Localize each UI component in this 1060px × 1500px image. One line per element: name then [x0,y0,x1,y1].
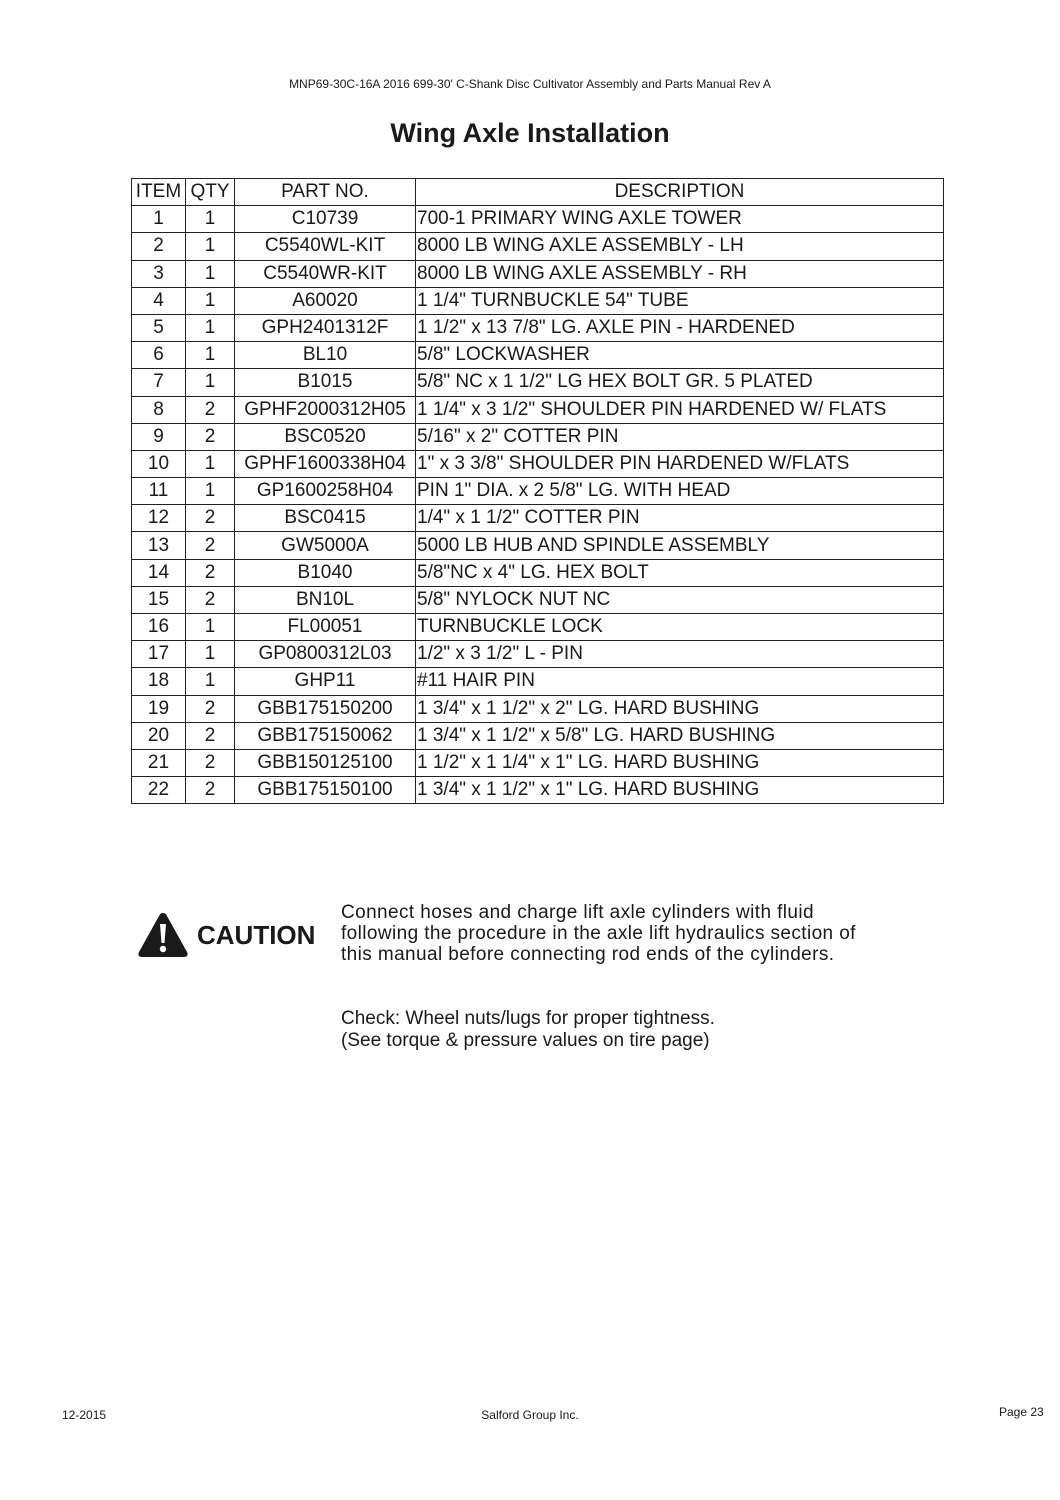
table-row [132,287,944,314]
table-row [132,532,944,559]
table-row [132,342,944,369]
footer-company: Salford Group Inc. [481,1408,579,1422]
qty-cell: 2 [186,505,235,532]
part-no-cell: C10739 [235,206,416,233]
item-cell: 3 [132,260,186,287]
part-no-cell: C5540WR-KIT [235,260,416,287]
item-cell: 21 [132,749,186,776]
item-cell: 15 [132,586,186,613]
check-line: (See torque & pressure values on tire page) [341,1030,710,1051]
qty-cell: 1 [186,260,235,287]
item-cell: 12 [132,505,186,532]
item-cell: 7 [132,369,186,396]
qty-cell: 2 [186,559,235,586]
item-cell: 18 [132,668,186,695]
table-row [132,505,944,532]
table-row [132,450,944,477]
qty-cell: 1 [186,233,235,260]
part-no-cell: A60020 [235,287,416,314]
description-cell: PIN 1" DIA. x 2 5/8" LG. WITH HEAD [416,478,944,505]
column-header-qty: QTY [186,179,235,206]
table-row [132,668,944,695]
description-cell: 5/8" NYLOCK NUT NC [416,586,944,613]
table-row [132,722,944,749]
description-cell: 1 3/4" x 1 1/2" x 5/8" LG. HARD BUSHING [416,722,944,749]
table-row [132,396,944,423]
page-title: Wing Axle Installation [390,118,670,148]
table-row [132,641,944,668]
document-header: MNP69-30C-16A 2016 699-30' C-Shank Disc Cultivator Assembly and Parts Manual Rev A [289,77,771,91]
qty-cell: 1 [186,478,235,505]
qty-cell: 1 [186,369,235,396]
qty-cell: 2 [186,396,235,423]
description-cell: 1/2" x 3 1/2" L - PIN [416,641,944,668]
caution-message [341,902,951,965]
caution-block [137,902,947,976]
part-no-cell: FL00051 [235,614,416,641]
item-cell: 8 [132,396,186,423]
table-row [132,478,944,505]
item-cell: 6 [132,342,186,369]
qty-cell: 1 [186,287,235,314]
description-cell: 5/8" LOCKWASHER [416,342,944,369]
qty-cell: 2 [186,749,235,776]
part-no-cell: GBB175150200 [235,695,416,722]
caution-line: following the procedure in the axle lift hydraulics section of [341,923,856,944]
qty-cell: 2 [186,423,235,450]
column-header-item: ITEM [132,179,186,206]
item-cell: 5 [132,314,186,341]
check-note [341,1008,715,1052]
item-cell: 16 [132,614,186,641]
description-cell: 8000 LB WING AXLE ASSEMBLY - LH [416,233,944,260]
qty-cell: 1 [186,206,235,233]
qty-cell: 2 [186,532,235,559]
description-cell: 1 1/2" x 1 1/4" x 1" LG. HARD BUSHING [416,749,944,776]
qty-cell: 1 [186,641,235,668]
part-no-cell: GP1600258H04 [235,478,416,505]
column-header-part-no: PART NO. [235,179,416,206]
description-cell: 1 3/4" x 1 1/2" x 1" LG. HARD BUSHING [416,777,944,804]
table-row [132,314,944,341]
qty-cell: 2 [186,695,235,722]
item-cell: 11 [132,478,186,505]
description-cell: 1 1/4" TURNBUCKLE 54" TUBE [416,287,944,314]
item-cell: 10 [132,450,186,477]
part-no-cell: GPH2401312F [235,314,416,341]
table-row [132,233,944,260]
table-row [132,586,944,613]
qty-cell: 1 [186,668,235,695]
part-no-cell: GHP11 [235,668,416,695]
check-line: Check: Wheel nuts/lugs for proper tightness. [341,1008,715,1029]
description-cell: 5/8" NC x 1 1/2" LG HEX BOLT GR. 5 PLATED [416,369,944,396]
part-no-cell: C5540WL-KIT [235,233,416,260]
part-no-cell: GBB175150062 [235,722,416,749]
description-cell: 1 3/4" x 1 1/2" x 2" LG. HARD BUSHING [416,695,944,722]
item-cell: 1 [132,206,186,233]
table-row [132,777,944,804]
column-header-description: DESCRIPTION [416,179,944,206]
part-no-cell: GBB150125100 [235,749,416,776]
description-cell: #11 HAIR PIN [416,668,944,695]
table-row [132,695,944,722]
parts-table-body [132,206,944,804]
description-cell: 1/4" x 1 1/2" COTTER PIN [416,505,944,532]
part-no-cell: BL10 [235,342,416,369]
part-no-cell: B1040 [235,559,416,586]
table-row [132,614,944,641]
description-cell: 5/8"NC x 4" LG. HEX BOLT [416,559,944,586]
item-cell: 9 [132,423,186,450]
table-header-row [132,179,944,206]
part-no-cell: GPHF2000312H05 [235,396,416,423]
description-cell: 700-1 PRIMARY WING AXLE TOWER [416,206,944,233]
footer-date: 12-2015 [62,1408,107,1422]
description-cell: TURNBUCKLE LOCK [416,614,944,641]
part-no-cell: GW5000A [235,532,416,559]
table-row [132,749,944,776]
footer-page-number: Page 23 [999,1405,1044,1419]
table-row [132,206,944,233]
part-no-cell: BSC0415 [235,505,416,532]
qty-cell: 1 [186,450,235,477]
warning-triangle-icon [137,911,189,959]
caution-label: CAUTION [197,920,316,950]
part-no-cell: BSC0520 [235,423,416,450]
part-no-cell: GP0800312L03 [235,641,416,668]
part-no-cell: GBB175150100 [235,777,416,804]
qty-cell: 2 [186,722,235,749]
part-no-cell: GPHF1600338H04 [235,450,416,477]
description-cell: 5000 LB HUB AND SPINDLE ASSEMBLY [416,532,944,559]
part-no-cell: BN10L [235,586,416,613]
parts-table [131,178,944,804]
item-cell: 17 [132,641,186,668]
item-cell: 22 [132,777,186,804]
qty-cell: 2 [186,777,235,804]
item-cell: 19 [132,695,186,722]
qty-cell: 1 [186,614,235,641]
caution-line: Connect hoses and charge lift axle cylinders with fluid [341,902,814,923]
item-cell: 13 [132,532,186,559]
description-cell: 1 1/4" x 3 1/2" SHOULDER PIN HARDENED W/ FLATS [416,396,944,423]
caution-line: this manual before connecting rod ends of the cylinders. [341,944,835,965]
description-cell: 1" x 3 3/8" SHOULDER PIN HARDENED W/FLATS [416,450,944,477]
description-cell: 5/16" x 2" COTTER PIN [416,423,944,450]
table-row [132,369,944,396]
item-cell: 4 [132,287,186,314]
table-row [132,260,944,287]
qty-cell: 1 [186,314,235,341]
item-cell: 20 [132,722,186,749]
qty-cell: 1 [186,342,235,369]
table-row [132,423,944,450]
item-cell: 14 [132,559,186,586]
part-no-cell: B1015 [235,369,416,396]
item-cell: 2 [132,233,186,260]
description-cell: 1 1/2" x 13 7/8" LG. AXLE PIN - HARDENED [416,314,944,341]
qty-cell: 2 [186,586,235,613]
description-cell: 8000 LB WING AXLE ASSEMBLY - RH [416,260,944,287]
table-row [132,559,944,586]
